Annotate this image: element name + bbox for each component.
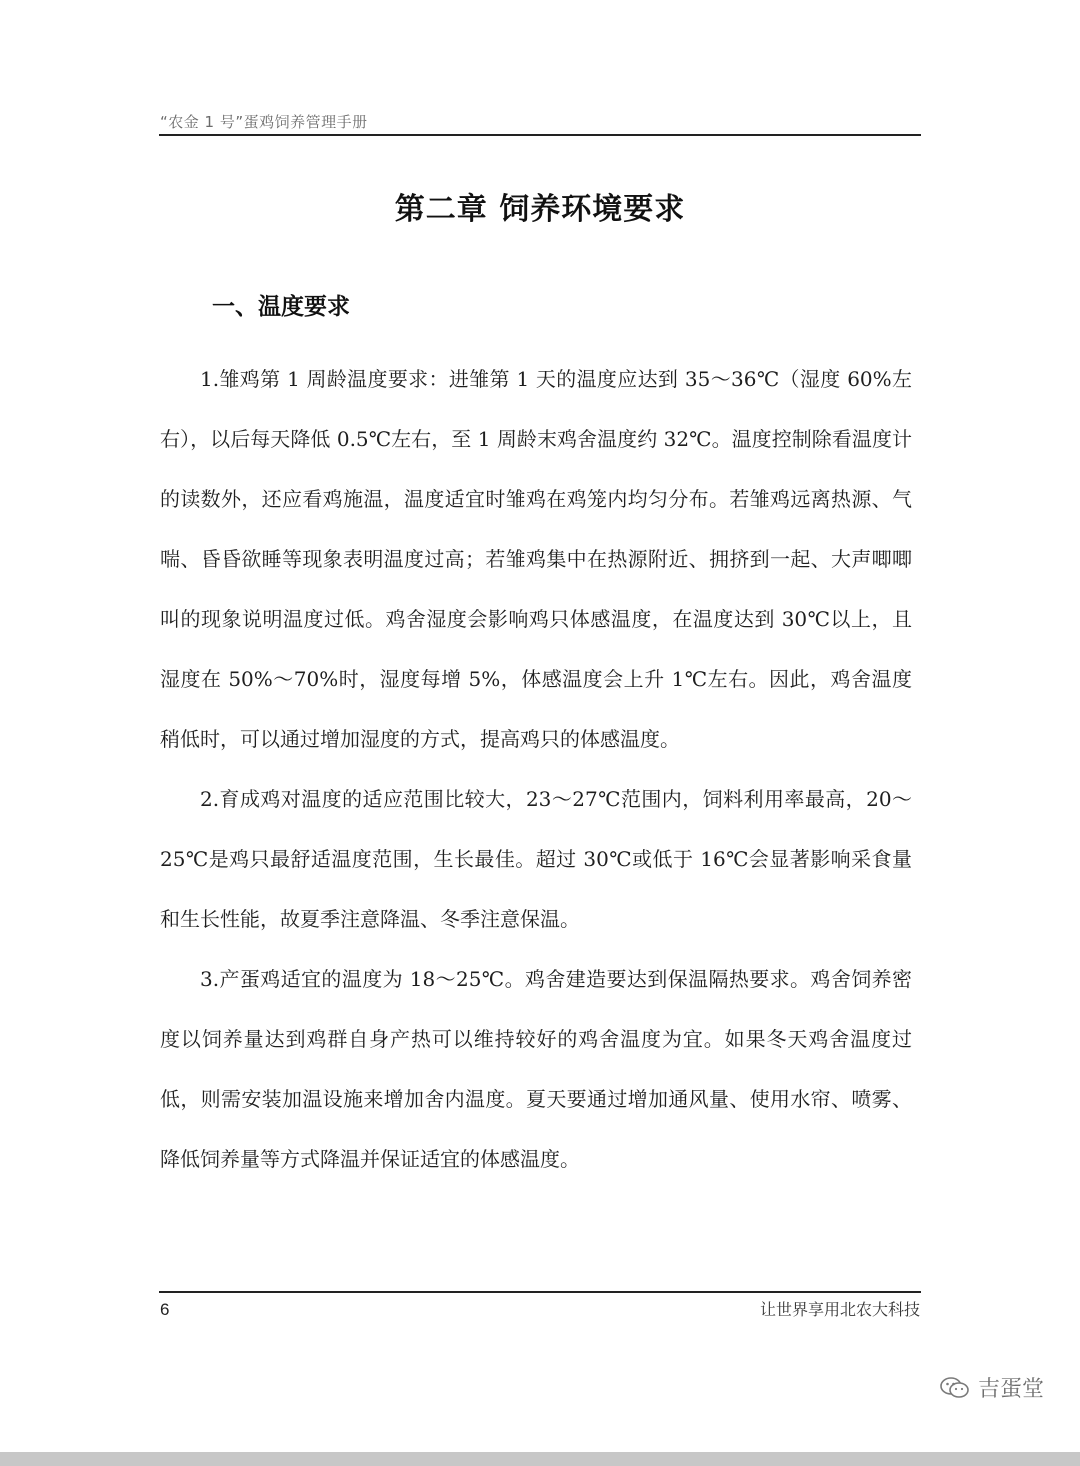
- chapter-title: 第二章 饲养环境要求: [394, 192, 686, 227]
- running-header: “农金 1 号”蛋鸡饲养管理手册: [160, 113, 368, 131]
- body-text: [160, 349, 912, 1189]
- wechat-icon: [940, 1376, 970, 1400]
- page-number: 6: [160, 1300, 170, 1319]
- paragraph-1: 1.雏鸡第 1 周龄温度要求：进雏第 1 天的温度应达到 35～36℃（湿度 60%左右），以后每天降低 0.5℃左右，至 1 周龄末鸡舍温度约 32℃。温度控制除看温度计的读数外，还应看鸡施温，温度适宜时雏鸡在鸡笼内均匀分布。若雏鸡远离热源、气喘、昏昏欲睡等现象表明温度过高；若雏鸡集中在热源附近、拥挤到一起、大声唧唧叫的现象说明温度过低。鸡舍湿度会影响鸡只体感温度，在温度达到 30℃以上，且湿度在 50%～70%时，湿度每增 5%，体感温度会上升 1℃左右。因此，鸡舍温度稍低时，可以通过增加湿度的方式，提高鸡只的体感温度。: [160, 367, 912, 751]
- paragraph-3: 3.产蛋鸡适宜的温度为 18～25℃。鸡舍建造要达到保温隔热要求。鸡舍饲养密度以饲养量达到鸡群自身产热可以维持较好的鸡舍温度为宜。如果冬天鸡舍温度过低，则需安装加温设施来增加舍内温度。夏天要通过增加通风量、使用水帘、喷雾、降低饲养量等方式降温并保证适宜的体感温度。: [160, 967, 912, 1171]
- watermark-text: 吉蛋堂: [977, 1377, 1044, 1402]
- footer-slogan: 让世界享用北农大科技: [759, 1300, 920, 1319]
- header-rule: [159, 134, 921, 136]
- section-heading: 一、温度要求: [212, 294, 350, 320]
- watermark: [940, 1372, 1044, 1403]
- footer-rule: [159, 1291, 921, 1293]
- paragraph-2: 2.育成鸡对温度的适应范围比较大，23～27℃范围内，饲料利用率最高，20～25℃是鸡只最舒适温度范围，生长最佳。超过 30℃或低于 16℃会显著影响采食量和生长性能，故夏季注意降温、冬季注意保温。: [160, 787, 912, 931]
- bottom-strip: [0, 1452, 1080, 1466]
